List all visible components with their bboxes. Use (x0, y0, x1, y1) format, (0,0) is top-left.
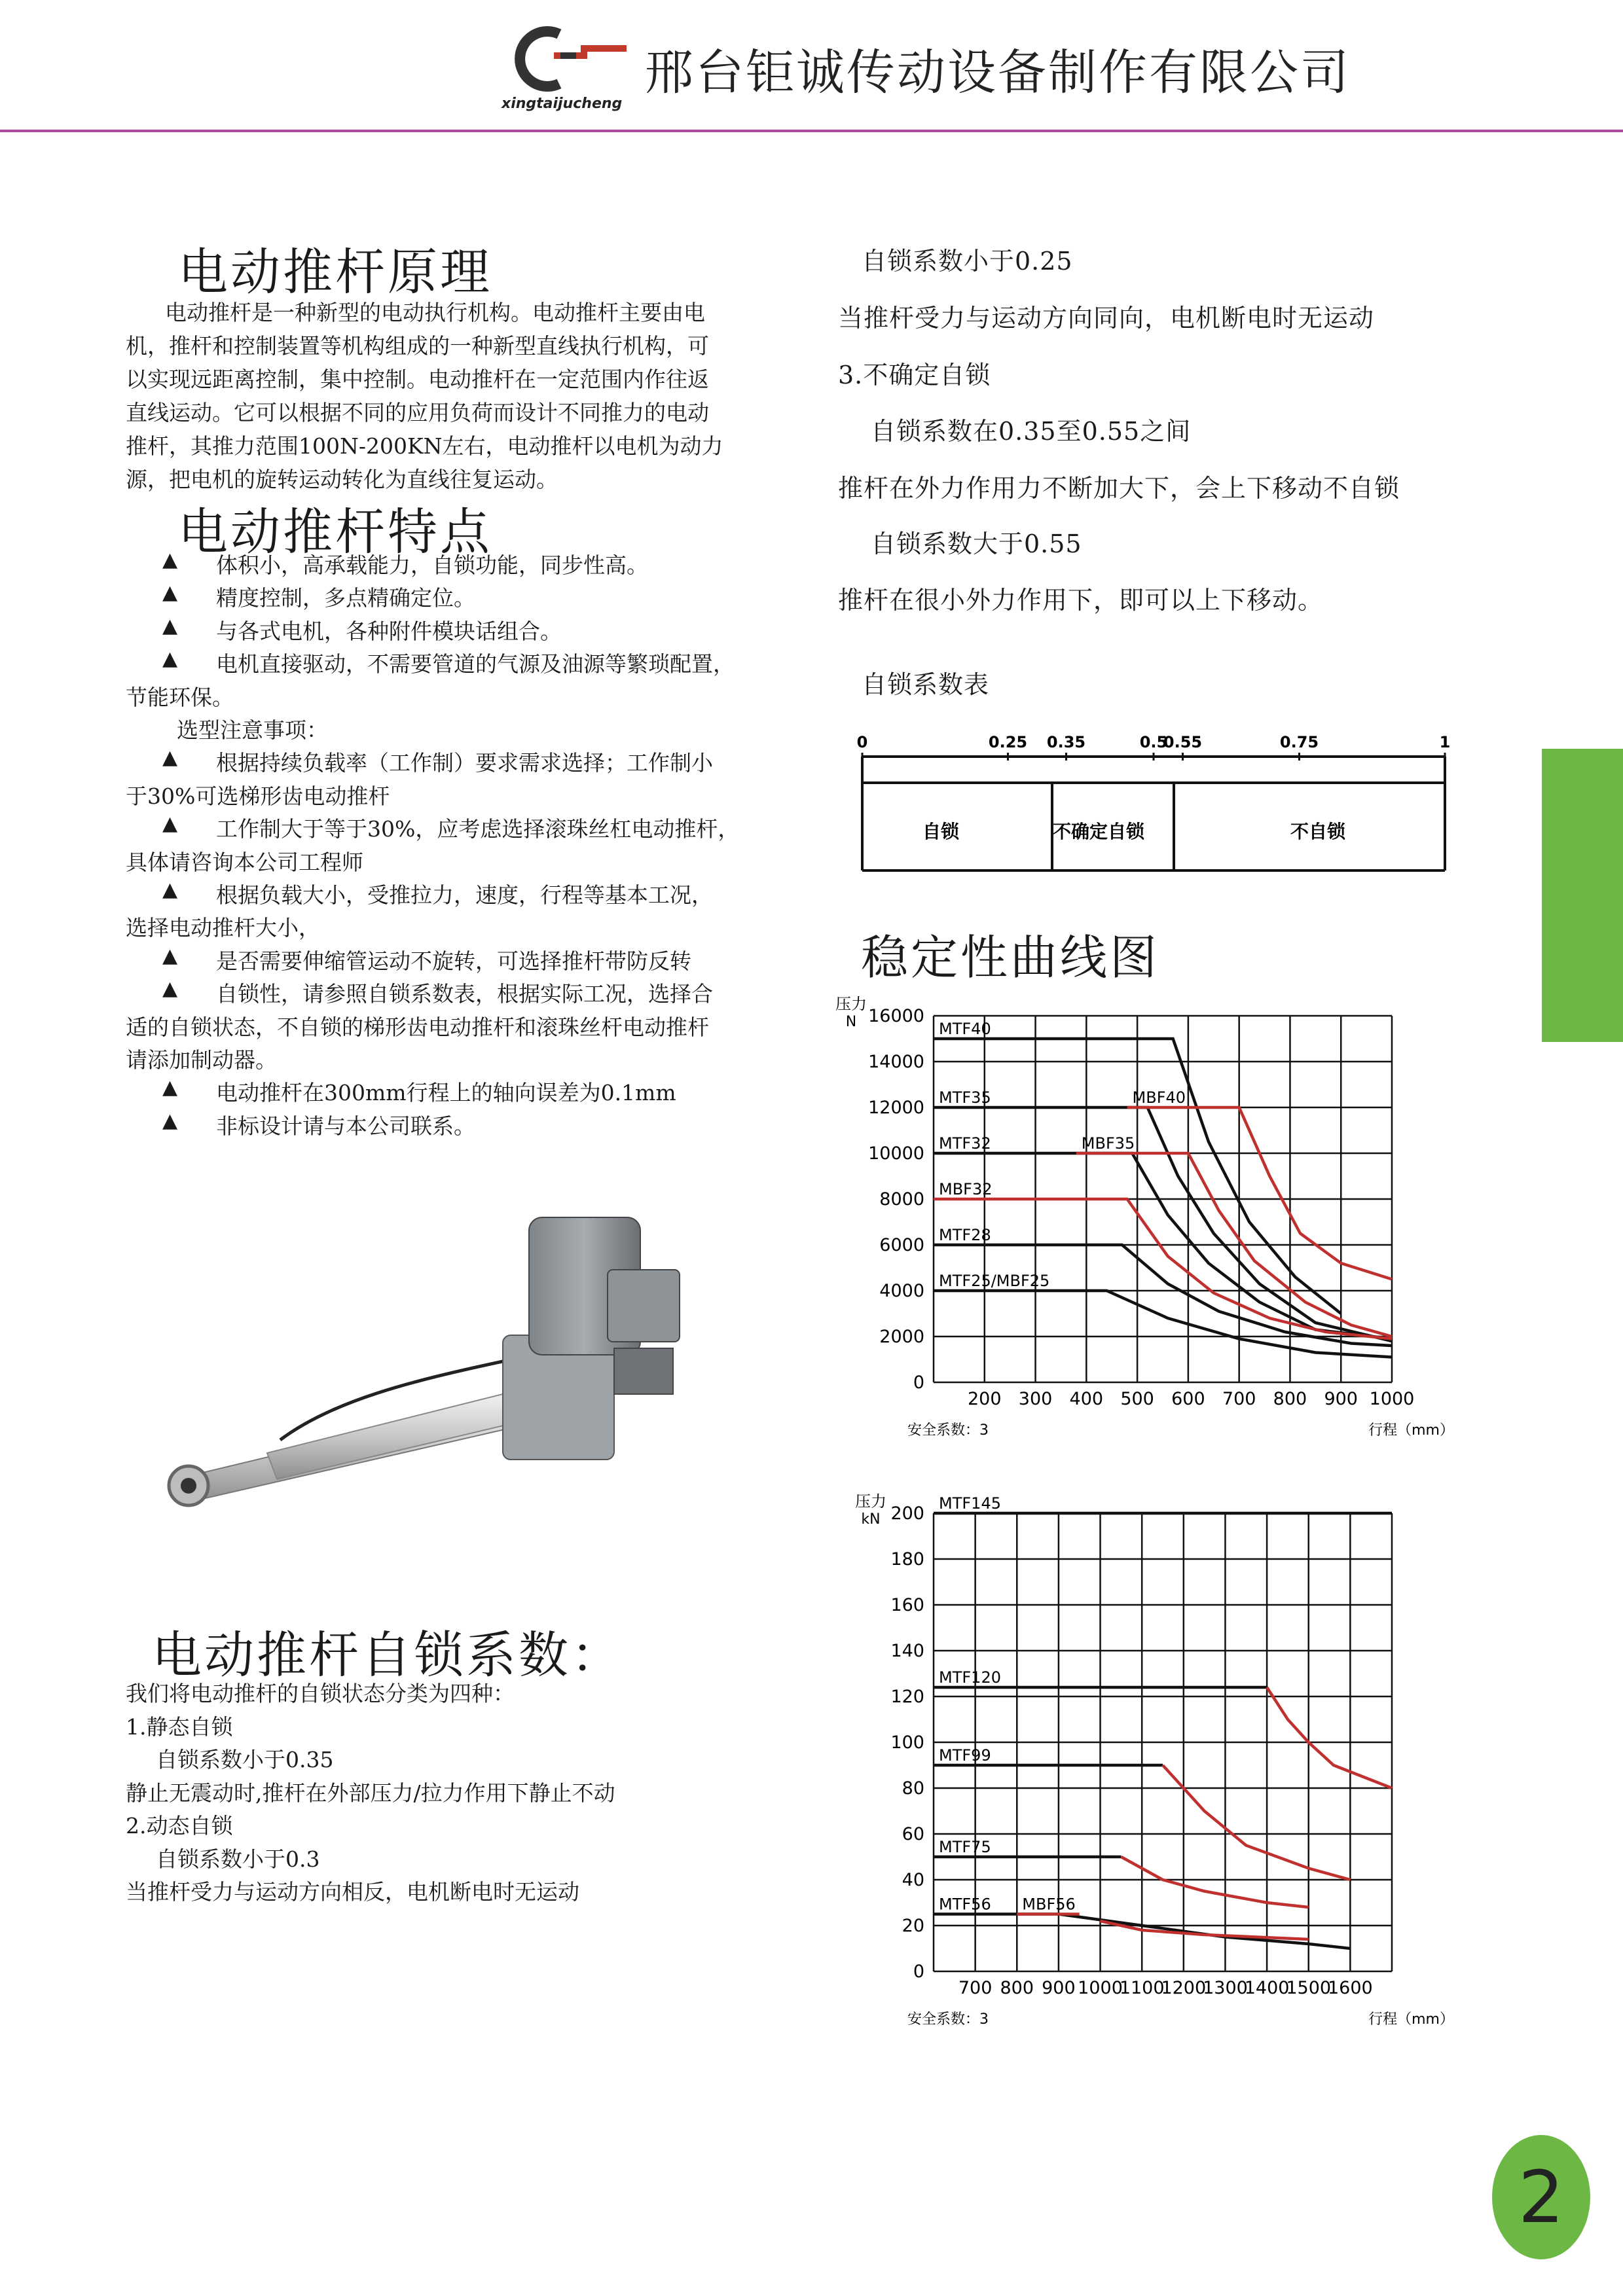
selflock-line: 自锁系数小于0.35 (156, 1747, 334, 1772)
y-tick-label: 140 (890, 1641, 924, 1661)
feature-item: 节能环保。 (126, 684, 234, 710)
y-tick-label: 100 (890, 1732, 924, 1753)
principle-line: 源，把电机的旋转运动转化为直线往复运动。 (126, 467, 558, 492)
selflock-line: 1.静态自锁 (126, 1713, 233, 1740)
y-tick-label: 4000 (879, 1281, 924, 1301)
right-line: 自锁系数小于0.25 (862, 247, 1073, 276)
feature-item: 选择电动推杆大小， (126, 915, 320, 941)
feature-item: 工作制大于等于30%，应考虑选择滚珠丝杠电动推杆， (216, 816, 740, 842)
x-tick-label: 600 (1171, 1389, 1205, 1409)
x-tick-label: 1000 (1078, 1978, 1123, 1998)
feature-item: 精度控制，多点精确定位。 (216, 585, 475, 611)
y-tick-label: 10000 (868, 1143, 924, 1164)
series-line (1267, 1687, 1392, 1788)
safety-factor-label: 安全系数：3 (907, 2011, 989, 2028)
series-label: MTF32 (939, 1134, 991, 1153)
safety-factor-label: 安全系数：3 (907, 1422, 989, 1439)
x-tick-label: 1600 (1328, 1978, 1373, 1998)
series-label: MTF40 (939, 1020, 991, 1038)
x-tick-label: 300 (1018, 1389, 1053, 1409)
bullet-triangle-icon: ▲ (162, 647, 178, 671)
series-label: MTF120 (939, 1668, 1001, 1687)
y-tick-label: 20 (902, 1916, 924, 1936)
x-tick-label: 700 (958, 1978, 993, 1998)
x-tick-label: 1400 (1244, 1978, 1290, 1998)
feature-item: 于30%可选梯形齿电动推杆 (126, 783, 390, 809)
y-tick-label: 40 (902, 1870, 924, 1890)
coef-tick-label: 0.75 (1279, 733, 1319, 751)
y-tick-label: 200 (890, 1503, 924, 1524)
y-tick-label: 0 (913, 1372, 924, 1393)
feature-item: 请添加制动器。 (126, 1047, 277, 1073)
y-axis-unit: kN (861, 1511, 881, 1528)
y-tick-label: 16000 (868, 1006, 924, 1026)
right-line: 自锁系数在0.35至0.55之间 (871, 417, 1192, 446)
selflock-line: 静止无震动时,推杆在外部压力/拉力作用下静止不动 (126, 1780, 615, 1806)
bullet-triangle-icon: ▲ (162, 746, 178, 770)
feature-item: 是否需要伸缩管运动不旋转，可选择推杆带防反转 (216, 948, 691, 974)
bullet-triangle-icon: ▲ (162, 581, 178, 605)
zone-uncertain: 不确定自锁 (1052, 821, 1145, 842)
coef-tick-label: 1 (1439, 733, 1451, 751)
series-line (1121, 1857, 1308, 1907)
y-axis-label: 压力 (855, 1492, 886, 1511)
page-number-text: 2 (1518, 2155, 1564, 2239)
zone-no-lock: 不自锁 (1290, 821, 1346, 842)
feature-item: 适的自锁状态，不自锁的梯形齿电动推杆和滚珠丝杆电动推杆 (126, 1014, 709, 1040)
principle-line: 以实现远距离控制，集中控制。电动推杆在一定范围内作往返 (126, 367, 709, 392)
series-line (934, 1107, 1392, 1341)
x-tick-label: 900 (1324, 1389, 1358, 1409)
zone-self-lock: 自锁 (922, 821, 960, 842)
feature-item: 选型注意事项： (177, 717, 328, 743)
right-line: 推杆在很小外力作用下，即可以上下移动。 (838, 586, 1324, 615)
principle-title: 电动推杆原理 (178, 243, 492, 301)
selflock-line: 2.动态自锁 (126, 1813, 233, 1839)
principle-line: 机，推杆和控制装置等机构组成的一种新型直线执行机构，可 (126, 333, 709, 359)
principle-line: 推杆，其推力范围100N-200KN左右，电动推杆以电机为动力 (126, 433, 723, 459)
right-line: 当推杆受力与运动方向同向，电机断电时无运动 (838, 304, 1375, 332)
y-tick-label: 2000 (879, 1327, 924, 1347)
y-tick-label: 6000 (879, 1235, 924, 1255)
x-tick-label: 800 (1000, 1978, 1034, 1998)
y-tick-label: 14000 (868, 1052, 924, 1072)
series-label: MTF28 (939, 1226, 991, 1244)
series-label: MTF25/MBF25 (939, 1272, 1050, 1290)
series-label: MTF56 (939, 1895, 991, 1914)
feature-item: 体积小，高承载能力，自锁功能，同步性高。 (216, 552, 648, 578)
bullet-triangle-icon: ▲ (162, 1076, 178, 1100)
right-line: 自锁系数大于0.55 (871, 529, 1082, 558)
series-label: MTF145 (939, 1494, 1001, 1513)
principle-line: 电动推杆是一种新型的电动执行机构。电动推杆主要由电 (165, 300, 705, 325)
coef-tick-label: 0.5 (1139, 733, 1168, 751)
y-axis-unit: N (845, 1014, 857, 1030)
feature-item: 与各式电机，各种附件模块话组合。 (216, 618, 562, 644)
stroke-label: 行程（mm） (1368, 2011, 1454, 2028)
principle-line: 直线运动。它可以根据不同的应用负荷而设计不同推力的电动 (126, 400, 709, 425)
x-tick-label: 1500 (1286, 1978, 1332, 1998)
x-tick-label: 1200 (1161, 1978, 1207, 1998)
side-tab (1542, 749, 1623, 1042)
x-tick-label: 1100 (1119, 1978, 1165, 1998)
selflock-continued (838, 0, 1532, 699)
bullet-triangle-icon: ▲ (162, 548, 178, 571)
selflock-coef-table (845, 733, 1467, 884)
stability-chart-kn (831, 1486, 1480, 2029)
coef-tick-label: 0.25 (988, 733, 1028, 751)
logo-subtitle: xingtaijucheng (501, 96, 623, 112)
x-tick-label: 900 (1042, 1978, 1076, 1998)
y-tick-label: 60 (902, 1824, 924, 1844)
series-line (1163, 1765, 1350, 1880)
stroke-label: 行程（mm） (1368, 1422, 1454, 1439)
stability-title: 稳定性曲线图 (861, 930, 1160, 985)
x-tick-label: 800 (1273, 1389, 1307, 1409)
page-number (1492, 2135, 1590, 2259)
y-tick-label: 180 (890, 1549, 924, 1570)
series-label: MBF56 (1022, 1895, 1076, 1914)
feature-item: 根据负载大小，受推拉力，速度，行程等基本工况， (216, 882, 713, 908)
x-tick-label: 700 (1222, 1389, 1256, 1409)
stability-chart-n (831, 995, 1480, 1440)
bullet-triangle-icon: ▲ (162, 944, 178, 967)
y-tick-label: 12000 (868, 1098, 924, 1118)
bullet-triangle-icon: ▲ (162, 977, 178, 1001)
y-tick-label: 8000 (879, 1189, 924, 1210)
coef-tick-label: 0.35 (1046, 733, 1086, 751)
right-line: 3.不确定自锁 (838, 361, 991, 389)
series-label: MTF75 (939, 1838, 991, 1856)
series-label: MTF99 (939, 1746, 991, 1765)
bullet-triangle-icon: ▲ (162, 812, 178, 836)
features-title: 电动推杆特点 (178, 503, 492, 561)
feature-item: 具体请咨询本公司工程师 (126, 849, 363, 875)
selflock-title: 电动推杆自锁系数： (152, 1626, 623, 1684)
x-tick-label: 1000 (1369, 1389, 1415, 1409)
company-name: 邢台钜诚传动设备制作有限公司 (645, 45, 1351, 101)
bullet-triangle-icon: ▲ (162, 878, 178, 901)
selflock-line: 自锁系数小于0.3 (156, 1846, 320, 1872)
coef-tick-label: 0.55 (1163, 733, 1203, 751)
y-axis-label: 压力 (835, 995, 867, 1013)
feature-item: 自锁性，请参照自锁系数表，根据实际工况，选择合 (216, 981, 713, 1007)
feature-item: 根据持续负载率（工作制）要求需求选择；工作制小 (216, 750, 713, 776)
bullet-triangle-icon: ▲ (162, 614, 178, 637)
y-tick-label: 160 (890, 1595, 924, 1615)
x-tick-label: 200 (968, 1389, 1002, 1409)
series-label: MBF35 (1081, 1134, 1135, 1153)
series-label: MBF32 (939, 1180, 993, 1198)
selflock-line: 当推杆受力与运动方向相反，电机断电时无运动 (126, 1879, 579, 1905)
x-tick-label: 400 (1069, 1389, 1104, 1409)
bullet-triangle-icon: ▲ (162, 1109, 178, 1132)
coef-table-title: 自锁系数表 (862, 670, 990, 699)
series-label: MBF40 (1132, 1088, 1186, 1107)
y-tick-label: 80 (902, 1778, 924, 1799)
selflock-line: 我们将电动推杆的自锁状态分类为四种： (126, 1681, 515, 1706)
series-label: MTF35 (939, 1088, 991, 1107)
x-tick-label: 1300 (1203, 1978, 1248, 1998)
actuator-photo (162, 1204, 712, 1512)
feature-item: 非标设计请与本公司联系。 (216, 1113, 475, 1139)
right-line: 推杆在外力作用力不断加大下，会上下移动不自锁 (838, 474, 1400, 503)
y-tick-label: 120 (890, 1687, 924, 1707)
series-line (934, 1199, 1392, 1339)
y-tick-label: 0 (913, 1962, 924, 1982)
x-tick-label: 500 (1120, 1389, 1154, 1409)
feature-item: 电动推杆在300mm行程上的轴向误差为0.1mm (216, 1080, 676, 1106)
coef-tick-label: 0 (856, 733, 868, 751)
feature-item: 电机直接驱动，不需要管道的气源及油源等繁琐配置， (216, 651, 735, 677)
company-logo (512, 20, 636, 98)
